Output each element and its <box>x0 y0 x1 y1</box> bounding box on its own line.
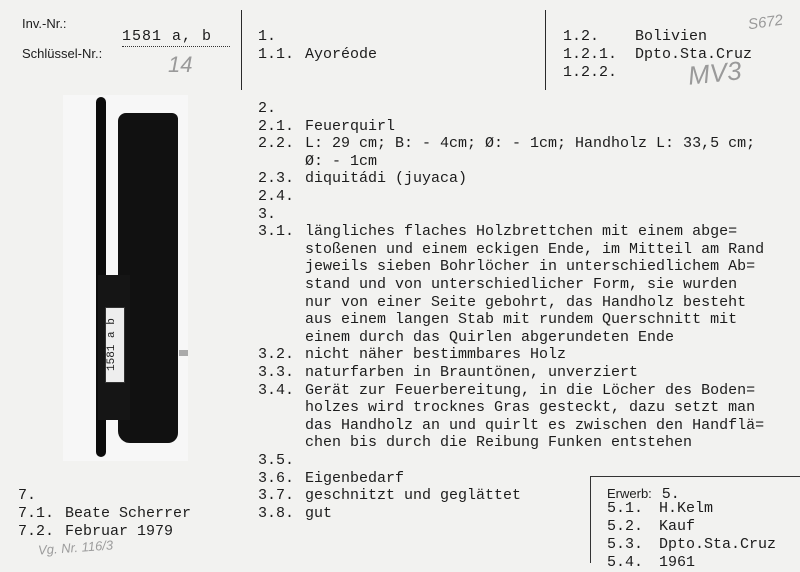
entry-line <box>258 329 674 347</box>
acquisition-row: 5.2. Kauf <box>607 518 696 535</box>
entry-number: 2.3. <box>258 170 295 187</box>
header-row-1-2-2: 1.2.2. <box>563 64 618 81</box>
acquisition-row: 5.3. Dpto.Sta.Cruz <box>607 536 777 553</box>
entry-text: stand und von unterschiedlicher Form, sie wurden <box>305 276 738 293</box>
entry-line <box>258 487 521 505</box>
entry-text: stoßenen und einem eckigen Ende, im Mitteil am Rand <box>305 241 765 258</box>
entry-line <box>258 505 332 523</box>
key-number-value: 14 <box>168 52 193 77</box>
acquisition-row: 5.1. H.Kelm <box>607 500 714 517</box>
entry-line <box>258 399 755 417</box>
entry-line <box>258 206 305 224</box>
entry-text: nicht näher bestimmbares Holz <box>305 346 567 363</box>
entry-text: das Handholz an und quirlt es zwischen den Handflä= <box>305 417 765 434</box>
header-divider-1 <box>241 10 242 90</box>
photo-inventory-tag: 1581 a b <box>105 307 125 383</box>
header-row-1: 1. <box>258 28 277 45</box>
entry-text: naturfarben in Brauntönen, unverziert <box>305 364 639 381</box>
entry-line <box>258 276 737 294</box>
entry-text: Feuerquirl <box>305 118 396 135</box>
entry-text: Gerät zur Feuerbereitung, in die Löcher des Boden= <box>305 382 756 399</box>
header-row-1-1: 1.1. Ayoréode <box>258 46 378 63</box>
entry-number: 3.3. <box>258 364 295 381</box>
photo-pin <box>179 350 188 356</box>
entry-number: 3.6. <box>258 470 295 487</box>
footer-row-7-1: 7.1. Beate Scherrer <box>18 505 192 522</box>
entry-text: einem durch das Quirlen abgerundeten Ende <box>305 329 675 346</box>
stamp-top-right: S672 <box>746 11 785 34</box>
inv-number-value: 1581 a, b <box>122 28 213 45</box>
entry-line <box>258 470 404 488</box>
acquisition-rows <box>607 500 776 572</box>
entry-line <box>258 241 764 259</box>
entry-line <box>258 294 746 312</box>
entry-line <box>258 364 638 382</box>
entry-text: L: 29 cm; B: - 4cm; Ø: - 1cm; Handholz L: 33,5 cm; <box>305 135 756 152</box>
entry-text: nur von einer Seite gebohrt, das Handholz besteht <box>305 294 747 311</box>
entry-text: diquitádi (juyaca) <box>305 170 468 187</box>
acquisition-box-top <box>590 476 800 477</box>
entry-text: geschnitzt und geglättet <box>305 487 522 504</box>
acquisition-row: 5.4. 1961 <box>607 554 696 571</box>
entry-line <box>258 118 395 136</box>
entry-number: 3.2. <box>258 346 295 363</box>
entry-text: längliches flaches Holzbrettchen mit einem abge= <box>305 223 738 240</box>
entry-line <box>258 170 467 188</box>
footer-left <box>18 487 191 541</box>
entry-line <box>258 223 737 241</box>
entry-line <box>258 135 755 153</box>
entry-line <box>258 434 692 452</box>
inv-number-underline <box>122 46 230 47</box>
header-row-1-2: 1.2. Bolivien <box>563 28 708 45</box>
entry-text: aus einem langen Stab mit rundem Querschnitt mit <box>305 311 738 328</box>
entry-line <box>258 417 764 435</box>
footer-row-7-2: 7.2. Februar 1979 <box>18 523 174 540</box>
key-number-label: Schlüssel-Nr.: <box>22 46 103 61</box>
entry-number: 3. <box>258 206 277 223</box>
entry-line <box>258 311 737 329</box>
entry-number: 3.4. <box>258 382 295 399</box>
entry-line <box>258 100 305 118</box>
footer-note: Vg. Nr. 116/3 <box>37 537 114 558</box>
entry-text: Ø: - 1cm <box>305 153 378 170</box>
entry-number: 3.8. <box>258 505 295 522</box>
acquisition-box-left <box>590 476 591 563</box>
entry-line <box>258 258 755 276</box>
header-col2 <box>258 28 377 64</box>
entry-text: gut <box>305 505 333 522</box>
entry-number: 2.4. <box>258 188 295 205</box>
entry-text: chen bis durch die Reibung Funken entstehen <box>305 434 693 451</box>
entry-number: 3.5. <box>258 452 295 469</box>
entry-number: 2.1. <box>258 118 295 135</box>
entry-line <box>258 153 377 171</box>
footer-row-7: 7. <box>18 487 37 504</box>
header-divider-2 <box>545 10 546 90</box>
inv-number-label: Inv.-Nr.: <box>22 16 67 31</box>
entry-number: 2. <box>258 100 277 117</box>
entry-text: Eigenbedarf <box>305 470 405 487</box>
entry-line <box>258 188 305 206</box>
object-photo <box>63 95 188 461</box>
entry-line <box>258 346 566 364</box>
header-row-1-2-1: 1.2.1. Dpto.Sta.Cruz <box>563 46 753 63</box>
entry-line <box>258 382 755 400</box>
acquisition-title: Erwerb: 5. <box>607 486 680 503</box>
entry-text: holzes wird trocknes Gras gesteckt, dazu setzt man <box>305 399 756 416</box>
stamp-mv: MV3 <box>686 55 743 91</box>
entry-line <box>258 452 305 470</box>
entry-number: 3.7. <box>258 487 295 504</box>
entry-number: 3.1. <box>258 223 295 240</box>
entry-text: jeweils sieben Bohrlöcher in unterschiedlichem Ab= <box>305 258 756 275</box>
entry-number: 2.2. <box>258 135 295 152</box>
